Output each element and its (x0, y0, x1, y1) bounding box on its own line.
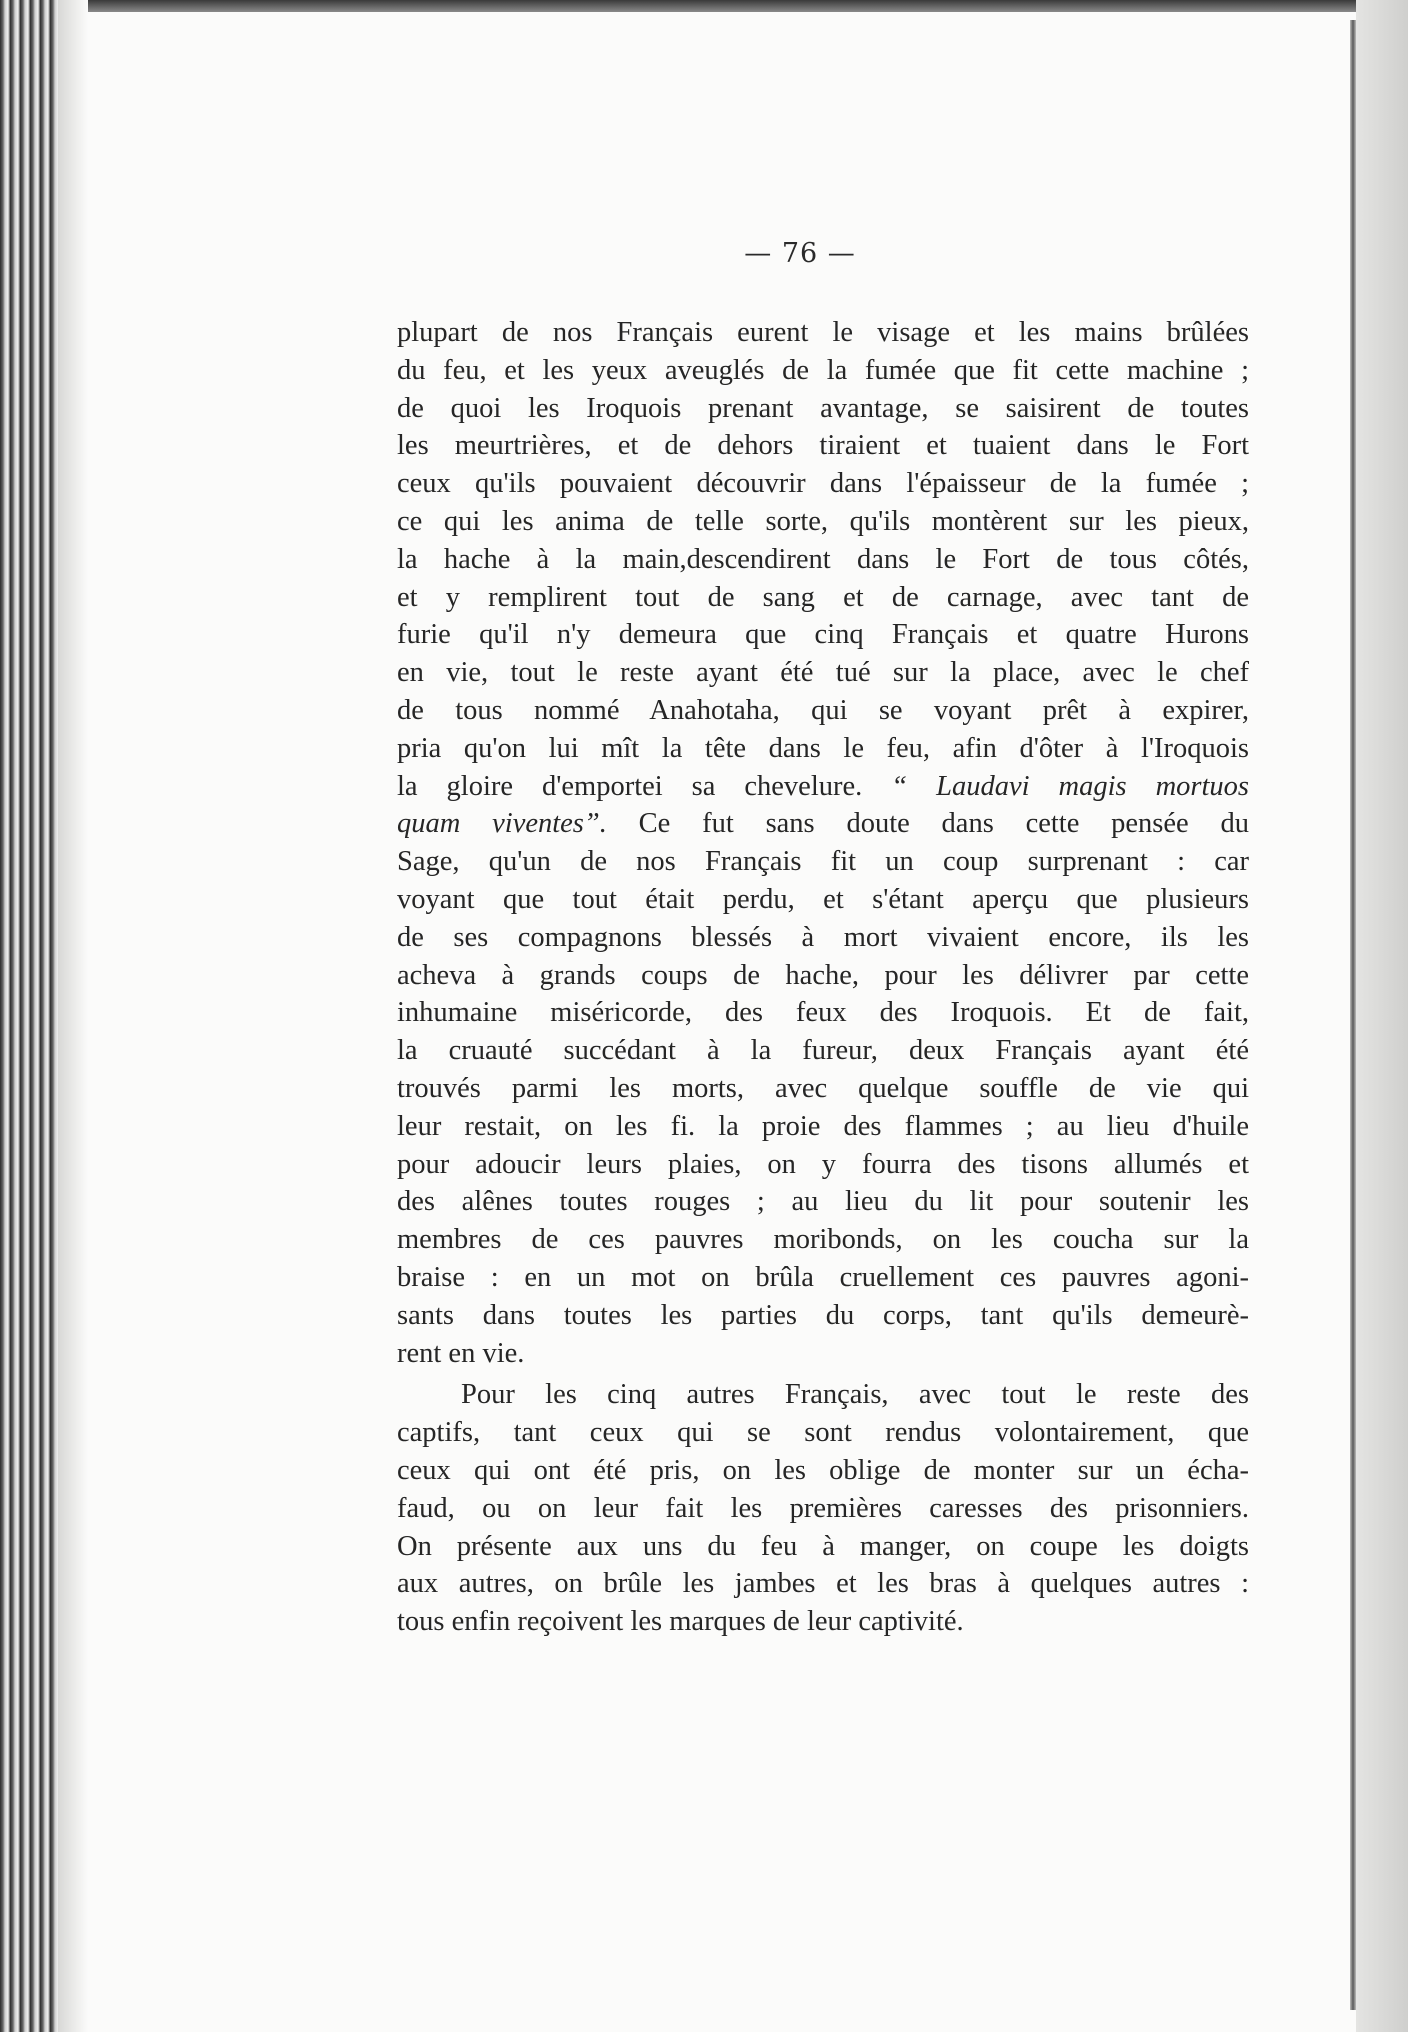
text-line: captifs, tant ceux qui se sont rendus volontairement, que (397, 1417, 1249, 1449)
text-line: pria qu'on lui mît la tête dans le feu, afin d'ôter à l'Iroquois (397, 732, 1249, 764)
text-line: de tous nommé Anahotaha, qui se voyant prêt à expirer, (397, 694, 1249, 726)
page-top-edge (0, 0, 1408, 12)
gutter-shadow (58, 0, 88, 2032)
text-line: inhumaine miséricorde, des feux des Iroquois. Et de fait, (397, 997, 1249, 1029)
text-line: en vie, tout le reste ayant été tué sur la place, avec le chef (397, 657, 1249, 689)
latin-quote: quam viventes”. (397, 808, 607, 840)
book-binding-edge (0, 0, 58, 2032)
text-line: du feu, et les yeux aveuglés de la fumée que fit cette machine ; (397, 354, 1249, 386)
latin-quote: “ Laudavi magis mortuos (891, 770, 1249, 802)
text-line: des alênes toutes rouges ; au lieu du lit pour soutenir les (397, 1186, 1249, 1218)
text-line: ceux qui ont été pris, on les oblige de monter sur un écha- (397, 1454, 1249, 1486)
text-segment: Ce fut sans doute dans cette pensée du (638, 808, 1249, 840)
text-line: Pour les cinq autres Français, avec tout le reste des (461, 1379, 1249, 1411)
text-line: braise : en un mot on brûla cruellement ces pauvres agoni- (397, 1261, 1249, 1293)
right-margin-shade (1356, 0, 1408, 2032)
text-line: rent en vie. (397, 1337, 525, 1369)
text-line: leur restait, on les fi. la proie des flammes ; au lieu d'huile (397, 1110, 1249, 1142)
text-line: faud, ou on leur fait les premières caresses des prisonniers. (397, 1492, 1249, 1524)
text-segment: la gloire d'emportei sa chevelure. (397, 770, 863, 802)
text-line: ce qui les anima de telle sorte, qu'ils montèrent sur les pieux, (397, 505, 1249, 537)
paragraph-2 (397, 1376, 1249, 1641)
text-line: Sage, qu'un de nos Français fit un coup surprenant : car (397, 846, 1249, 878)
text-line: voyant que tout était perdu, et s'étant aperçu que plusieurs (397, 883, 1249, 915)
text-line: de ses compagnons blessés à mort vivaient encore, ils les (397, 921, 1249, 953)
text-line (397, 805, 1249, 843)
page-number: — 76 — (744, 238, 856, 269)
text-line: membres de ces pauvres moribonds, on les coucha sur la (397, 1224, 1249, 1256)
text-line: de quoi les Iroquois prenant avantage, se saisirent de toutes (397, 392, 1249, 424)
text-line: aux autres, on brûle les jambes et les bras à quelques autres : (397, 1568, 1249, 1600)
text-line: tous enfin reçoivent les marques de leur captivité. (397, 1606, 964, 1638)
text-line: pour adoucir leurs plaies, on y fourra des tisons allumés et (397, 1148, 1249, 1180)
text-line: On présente aux uns du feu à manger, on coupe les doigts (397, 1530, 1249, 1562)
text-line: la cruauté succédant à la fureur, deux Français ayant été (397, 1035, 1249, 1067)
body-text (397, 314, 1249, 1641)
text-line: sants dans toutes les parties du corps, tant qu'ils demeurè- (397, 1299, 1249, 1331)
paragraph-1 (397, 314, 1249, 1372)
text-line (397, 768, 1249, 806)
text-line: furie qu'il n'y demeura que cinq Français et quatre Hurons (397, 619, 1249, 651)
text-line: la hache à la main,descendirent dans le Fort de tous côtés, (397, 543, 1249, 575)
text-line: trouvés parmi les morts, avec quelque souffle de vie qui (397, 1072, 1249, 1104)
text-line: plupart de nos Français eurent le visage et les mains brûlées (397, 317, 1249, 348)
text-line: ceux qu'ils pouvaient découvrir dans l'épaisseur de la fumée ; (397, 468, 1249, 500)
text-line: acheva à grands coups de hache, pour les délivrer par cette (397, 959, 1249, 991)
text-line: les meurtrières, et de dehors tiraient et tuaient dans le Fort (397, 430, 1249, 462)
text-line: et y remplirent tout de sang et de carnage, avec tant de (397, 581, 1249, 613)
